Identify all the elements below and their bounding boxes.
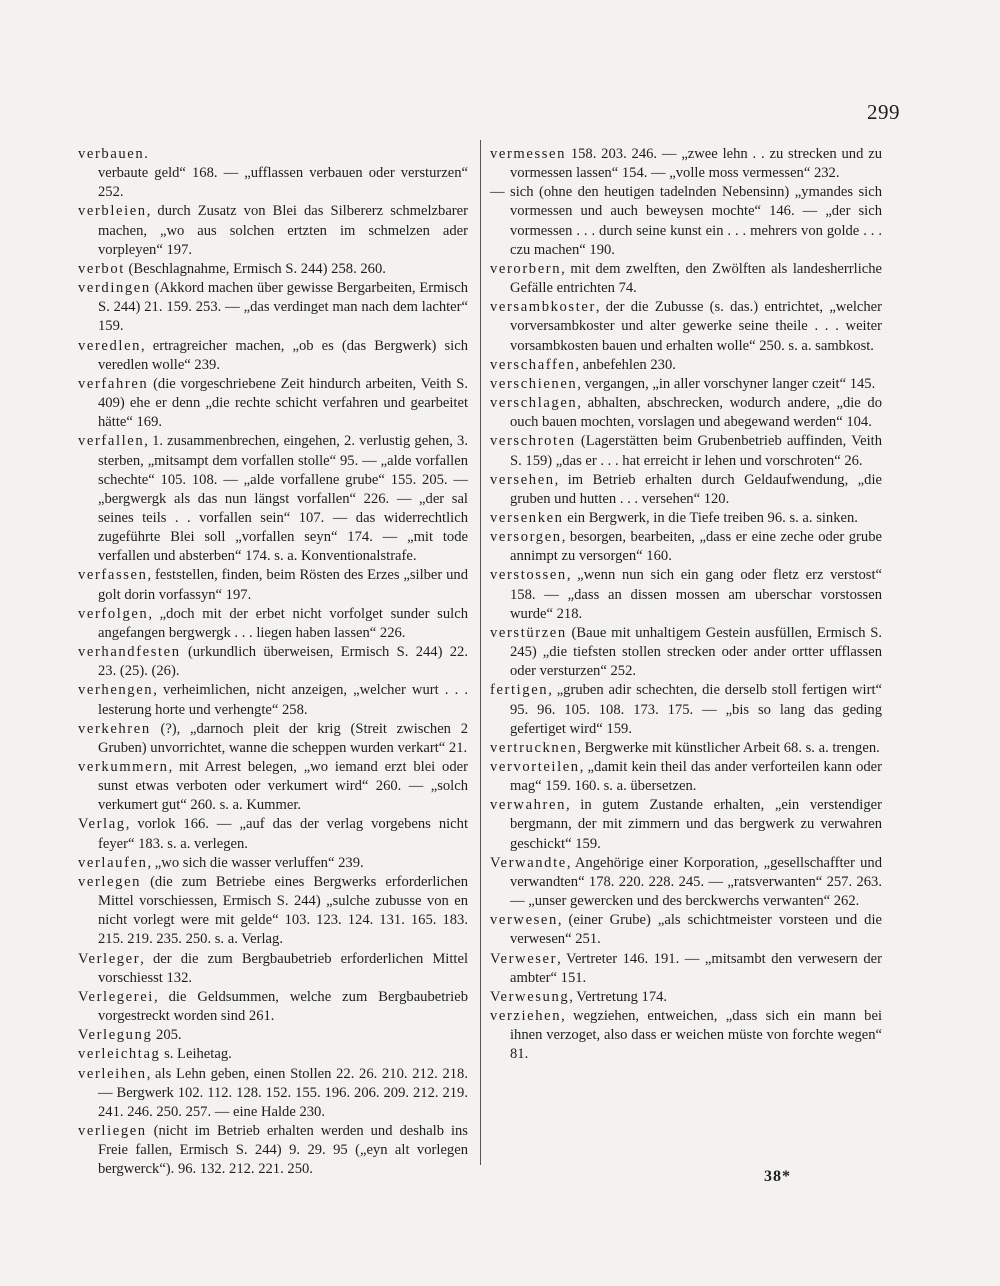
dictionary-entry (490, 509, 882, 528)
dictionary-entry (490, 145, 882, 183)
entry-headword: verleichtag (78, 1046, 161, 1063)
entry-definition: , mit dem zwelften, den Zwölften als landesherrliche Gefälle entrichten 74. (510, 260, 882, 297)
entry-definition: — sich (ohne den heutigen tadelnden Nebensinn) „ymandes sich vormessen und auch beweysen mochte“ 146. — „der sich vormessen . . . durch seine kunst ein . . . mehrers von golde . . . czu machen“ 190. (490, 184, 882, 258)
dictionary-entry (78, 164, 468, 202)
left-column (78, 145, 468, 1179)
entry-definition: , 1. zusammenbrechen, eingehen, 2. verlustig gehen, 3. sterben, „mitsampt dem vorfallen stolle“ 95. — „alde vorfallen schechte“ 105. 108. — „alde vorfallene grube“ 155. 205. — „bergwergk als das nun längst vorfallen“ 226. — „der sal seines teils . . vorfallen sein“ 107. — das widerrechtlich zugeführte Blei soll „vorfallen seyn“ 174. — „mit tode verfallen und absterben“ 174. s. a. Konventionalstrafe. (98, 433, 468, 565)
dictionary-entry (490, 566, 882, 623)
entry-definition: , Angehörige einer Korporation, „gesellschaffter und verwandten“ 178. 220. 228. 245. — „ratsverwanten“ 257. 263. — „unser gewercken und des berckwerchs verwanten“ 262. (510, 854, 882, 910)
dictionary-entry (78, 279, 468, 336)
entry-definition: , Bergwerke mit künstlicher Arbeit 68. s. a. trengen. (577, 739, 880, 756)
entry-definition: verbaute geld“ 168. — „ufflassen verbauen oder versturzen“ 252. (98, 165, 468, 201)
page-number: 299 (867, 100, 900, 124)
entry-headword: vertrucknen (490, 739, 578, 756)
dictionary-entry (490, 260, 882, 298)
entry-definition: , „doch mit der erbet nicht vorfolget sunder sulch angefangen bergwergk . . . liegen haben lassen“ 226. (98, 605, 468, 641)
entry-headword: verstürzen (490, 624, 567, 641)
entry-headword: Verleger (78, 950, 141, 967)
entry-headword: verkehren (78, 720, 151, 737)
entry-definition: , „wo sich die wasser verluffen“ 239. (147, 854, 364, 871)
entry-headword: verbot (78, 260, 125, 277)
dictionary-entry (78, 260, 468, 279)
entry-headword: verschroten (490, 433, 576, 450)
dictionary-entry (78, 1065, 468, 1122)
dictionary-entry (490, 758, 882, 796)
entry-headword: Verweser (490, 950, 558, 967)
dictionary-entry (490, 988, 882, 1007)
entry-headword: Verlegung (78, 1027, 153, 1044)
entry-definition: (Akkord machen über gewisse Bergarbeiten, Ermisch S. 244) 21. 159. 253. — „das verdinget man nach dem lachter“ 159. (98, 280, 468, 335)
entry-headword: verbauen (78, 146, 145, 162)
entry-headword: verkummern (78, 759, 169, 775)
entry-headword: verziehen (490, 1008, 562, 1025)
dictionary-entry (78, 432, 468, 566)
dictionary-entry (78, 815, 468, 853)
dictionary-entry (78, 145, 468, 164)
dictionary-entry (78, 950, 468, 988)
entry-definition: , (einer Grube) „als schichtmeister vorsteen und die verwesen“ 251. (510, 912, 882, 948)
dictionary-entry (78, 988, 468, 1026)
entry-definition: , „damit kein theil das ander verforteilen kann oder mag“ 159. 160. s. a. übersetzen. (510, 759, 882, 795)
entry-headword: verleihen (78, 1065, 147, 1082)
dictionary-entry (490, 854, 882, 911)
dictionary-entry (490, 356, 882, 375)
entry-definition: (Lagerstätten beim Grubenbetrieb auffinden, Veith S. 159) „das er . . . hat erreicht ir lehen und vorschroten“ 26. (510, 433, 882, 469)
entry-definition: , wegziehen, entweichen, „dass sich ein mann bei ihnen verzoget, also dass er weichen müste von forchte wegen“ 81. (510, 1008, 882, 1063)
entry-definition: , der die Zubusse (s. das.) entrichtet, „welcher vorversambkoster und alter gewerke seine theile . . . weiter vorsambkosten bauen und erhalten wolle“ 250. s. a. sambkost. (510, 299, 882, 354)
entry-headword: verhandfesten (78, 644, 181, 661)
right-column (490, 145, 882, 1065)
entry-definition: , „wenn nun sich ein gang oder fletz erz verstost“ 158. — „dass an dissen mossen am uberschar vorstossen wurde“ 218. (510, 567, 882, 622)
dictionary-entry (490, 796, 882, 853)
dictionary-entry (490, 394, 882, 432)
entry-definition: , Vertretung 174. (569, 988, 668, 1005)
entry-headword: fertigen (490, 682, 549, 699)
entry-definition: , vorlok 166. — „auf das der verlag vorgebens nicht feyer“ 183. s. a. verlegen. (98, 816, 468, 852)
dictionary-entry (78, 375, 468, 432)
entry-headword: vervorteilen (490, 759, 580, 775)
dictionary-entry (78, 202, 468, 259)
entry-definition: , der die zum Bergbaubetrieb erforderlichen Mittel vorschiesst 132. (98, 950, 468, 986)
entry-definition: , im Betrieb erhalten durch Geldaufwendung, „die gruben und hutten . . . versehen“ 120. (510, 471, 882, 507)
entry-definition: 158. 203. 246. — „zwee lehn . . zu strecken und zu vormessen lassen“ 154. — „volle moss vermessen“ 232. (510, 146, 882, 182)
dictionary-entry (78, 1026, 468, 1045)
dictionary-entry (490, 911, 882, 949)
entry-headword: versenken (490, 509, 564, 526)
entry-definition: , vergangen, „in aller vorschyner langer czeit“ 145. (577, 375, 876, 392)
entry-definition: , durch Zusatz von Blei das Silbererz schmelzbarer machen, „wo aus solchen ertzten im schmelzen ader vorpleyen“ 197. (98, 203, 468, 258)
entry-headword: verstossen (490, 567, 567, 584)
dictionary-entry (490, 375, 882, 394)
entry-headword: verliegen (78, 1122, 147, 1139)
entry-definition: , besorgen, bearbeiten, „dass er eine zeche oder grube annimpt zu versorgen“ 160. (510, 529, 882, 565)
entry-definition: , anbefehlen 230. (575, 356, 676, 373)
entry-definition: , verheimlichen, nicht anzeigen, „welcher wurt . . . lesterung horte und verhengte“ 258. (98, 682, 468, 718)
entry-headword: verfallen (78, 433, 145, 450)
entry-definition: (Baue mit unhaltigem Gestein ausfüllen, Ermisch S. 245) „die tiefsten stollen strecken oder ander ortter ufflassen oder versturzen“ 252. (510, 624, 882, 680)
entry-headword: verdingen (78, 280, 151, 297)
entry-headword: verbleien (78, 203, 147, 220)
dictionary-entry (490, 739, 882, 758)
entry-definition: (?), „darnoch pleit der krig (Streit zwischen 2 Gruben) unvorrichtet, wanne die scheppen wurden verkart“ 21. (98, 720, 468, 756)
entry-definition: (die zum Betriebe eines Bergwerks erforderlichen Mittel vorschiessen, Ermisch S. 244) „sulche zubusse von en nicht vorlegt were mit gelde“ 103. 123. 124. 131. 165. 183. 215. 219. 235. 250. s. a. Verlag. (98, 873, 468, 948)
column-divider (480, 140, 481, 1165)
entry-headword: veredlen (78, 337, 142, 354)
dictionary-entry (490, 183, 882, 260)
entry-headword: verlaufen (78, 854, 148, 871)
entry-definition: , als Lehn geben, einen Stollen 22. 26. 210. 212. 218. — Bergwerk 102. 112. 128. 152. 155. 196. 206. 209. 212. 219. 241. 246. 250. 257. — eine Halde 230. (98, 1065, 468, 1120)
dictionary-entry (78, 1122, 468, 1179)
entry-headword: versorgen (490, 529, 562, 546)
entry-definition: , Vertreter 146. 191. — „mitsambt den verwesern der ambter“ 151. (510, 950, 882, 986)
entry-headword: verfassen (78, 567, 148, 584)
entry-headword: verlegen (78, 873, 142, 890)
dictionary-entry (490, 1007, 882, 1064)
entry-definition: , abhalten, abschrecken, wodurch andere, „die do ouch bauen mochten, vorslagen und abegewand werden“ 104. (510, 395, 882, 431)
entry-headword: verwahren (490, 797, 566, 814)
dictionary-entry (78, 758, 468, 815)
entry-headword: Verwesung (490, 988, 570, 1005)
entry-definition: 205. (152, 1027, 182, 1044)
entry-definition: s. Leihetag. (160, 1046, 232, 1063)
entry-headword: verhengen (78, 682, 154, 699)
entry-definition: . (144, 146, 148, 162)
entry-definition: , mit Arrest belegen, „wo iemand erzt blei oder sunst etwas verboten oder verkumert wird“ 260. — „solch verkumert gut“ 260. s. a. Kummer. (98, 759, 468, 814)
entry-headword: verfolgen (78, 605, 149, 622)
dictionary-entry (78, 854, 468, 873)
entry-headword: versambkoster (490, 299, 596, 316)
dictionary-entry (78, 1045, 468, 1064)
entry-headword: verschaffen (490, 356, 576, 373)
dictionary-entry (78, 681, 468, 719)
entry-definition: , „gruben adir schechten, die derselb stoll fertigen wirt“ 95. 96. 105. 108. 173. 175. — „bis so lang das geding gefertiget wird“ 159. (510, 682, 882, 737)
entry-headword: versehen (490, 471, 555, 488)
entry-headword: verorbern (490, 260, 562, 277)
entry-definition: , ertragreicher machen, „ob es (das Bergwerk) sich veredlen wolle“ 239. (98, 337, 468, 373)
dictionary-entry (490, 624, 882, 681)
entry-definition: , in gutem Zustande erhalten, „ein verstendiger bergmann, der mit zimmern und das bergwerk zu verwahren geschickt“ 159. (510, 797, 882, 852)
entry-definition: (nicht im Betrieb erhalten werden und deshalb ins Freie fallen, Ermisch S. 244) 9. 29. 95 („eyn alt vorlegen bergwerck“). 96. 132. 212. 221. 250. (98, 1122, 468, 1178)
entry-definition: , die Geldsummen, welche zum Bergbaubetrieb vorgestreckt worden sind 261. (98, 988, 468, 1025)
dictionary-entry (490, 950, 882, 988)
entry-definition: , feststellen, finden, beim Rösten des Erzes „silber und golt dorin vorfassyn“ 197. (98, 567, 468, 603)
dictionary-entry (78, 566, 468, 604)
signature-mark: 38* (764, 1168, 791, 1185)
entry-headword: Verwandte (490, 854, 567, 871)
entry-definition: (die vorgeschriebene Zeit hindurch arbeiten, Veith S. 409) ehe er denn „die rechte schicht verfahren und gearbeitet hätte“ 169. (98, 375, 468, 431)
entry-headword: verschienen (490, 375, 578, 392)
entry-headword: verschlagen (490, 395, 578, 412)
entry-definition: (Beschlagnahme, Ermisch S. 244) 258. 260. (124, 260, 386, 277)
entry-definition: (urkundlich überweisen, Ermisch S. 244) 22. 23. (25). (26). (98, 644, 468, 680)
entry-headword: Verlag (78, 816, 126, 833)
dictionary-entry (490, 432, 882, 470)
dictionary-entry (78, 873, 468, 950)
entry-headword: verwesen (490, 912, 558, 929)
dictionary-entry (490, 681, 882, 738)
entry-headword: verfahren (78, 375, 149, 392)
entry-definition: ein Bergwerk, in die Tiefe treiben 96. s. a. sinken. (563, 509, 858, 526)
dictionary-entry (78, 643, 468, 681)
dictionary-entry (490, 471, 882, 509)
dictionary-entry (78, 720, 468, 758)
entry-headword: vermessen (490, 146, 566, 162)
dictionary-entry (490, 298, 882, 355)
dictionary-entry (490, 528, 882, 566)
dictionary-entry (78, 337, 468, 375)
dictionary-entry (78, 605, 468, 643)
entry-headword: Verlegerei (78, 988, 154, 1005)
